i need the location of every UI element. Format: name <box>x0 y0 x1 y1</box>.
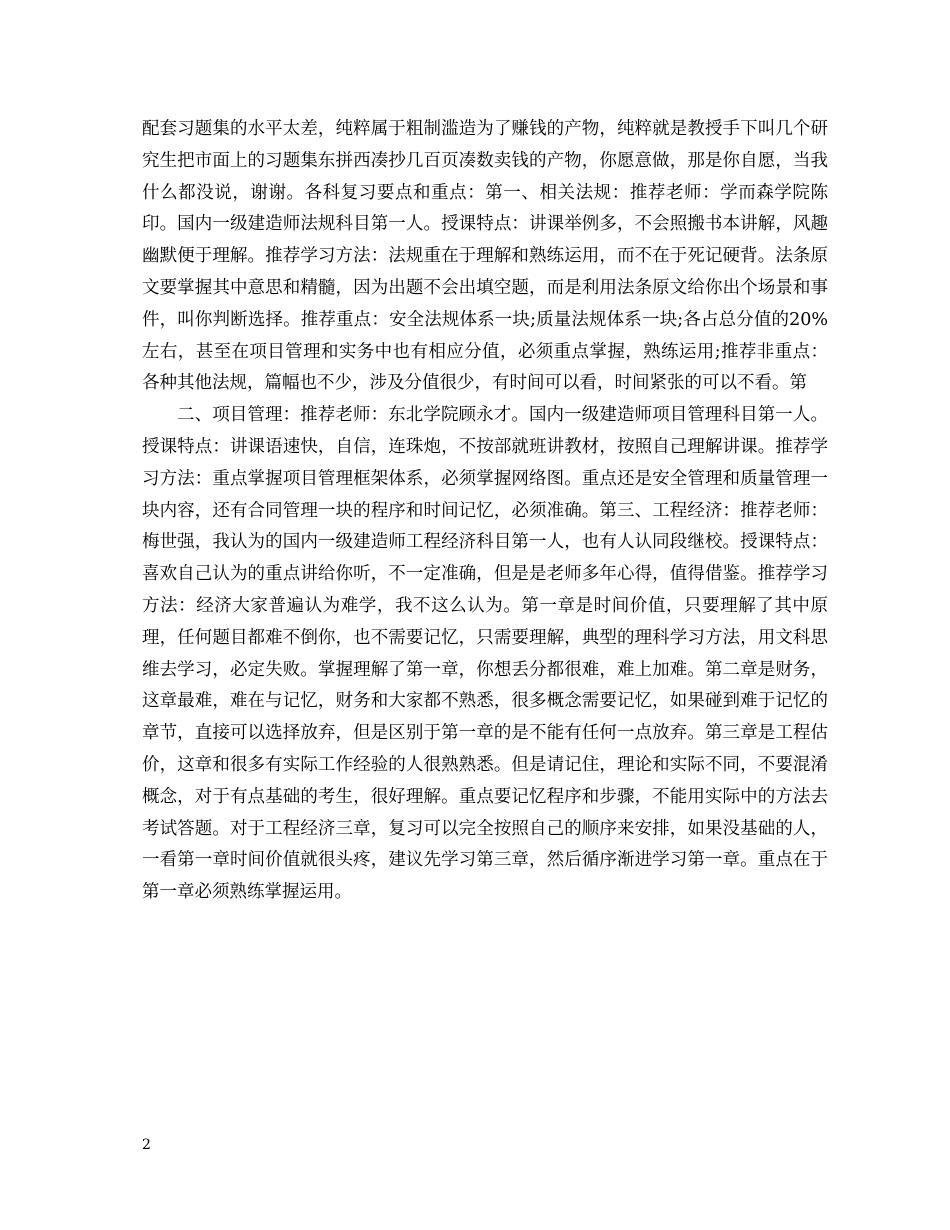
paragraph-2: 二、项目管理：推荐老师：东北学院顾永才。国内一级建造师项目管理科目第一人。授课特点：讲课语速快，自信，连珠炮，不按部就班讲教材，按照自己理解讲课。推荐学习方法：重点掌握项目管理框架体系，必须掌握网络图。重点还是安全管理和质量管理一块内容，还有合同管理一块的程序和时间记忆，必须准确。第三、工程经济：推荐老师：梅世强，我认为的国内一级建造师工程经济科目第一人，也有人认同段继校。授课特点：喜欢自己认为的重点讲给你听，不一定准确，但是是老师多年心得，值得借鉴。推荐学习方法：经济大家普遍认为难学，我不这么认为。第一章是时间价值，只要理解了其中原理，任何题目都难不倒你，也不需要记忆，只需要理解，典型的理科学习方法，用文科思维去学习，必定失败。掌握理解了第一章，你想丢分都很难，难上加难。第二章是财务，这章最难，难在与记忆，财务和大家都不熟悉，很多概念需要记忆，如果碰到难于记忆的章节，直接可以选择放弃，但是区别于第一章的是不能有任何一点放弃。第三章是工程估价，这章和很多有实际工作经验的人很熟熟悉。但是请记住，理论和实际不同，不要混淆概念，对于有点基础的考生，很好理解。重点要记忆程序和步骤，不能用实际中的方法去考试答题。对于工程经济三章，复习可以完全按照自己的顺序来安排，如果没基础的人，一看第一章时间价值就很头疼，建议先学习第三章，然后循序渐进学习第一章。重点在于第一章必须熟练掌握运用。 <box>142 405 828 903</box>
body-text <box>142 114 828 909</box>
paragraph-1: 配套习题集的水平太差，纯粹属于粗制滥造为了赚钱的产物，纯粹就是教授手下叫几个研究生把市面上的习题集东拼西凑抄几百页凑数卖钱的产物，你愿意做，那是你自愿，当我什么都没说，谢谢。各科复习要点和重点：第一、相关法规：推荐老师：学而森学院陈印。国内一级建造师法规科目第一人。授课特点：讲课举例多，不会照搬书本讲解，风趣幽默便于理解。推荐学习方法：法规重在于理解和熟练运用，而不在于死记硬背。法条原文要掌握其中意思和精髓，因为出题不会出填空题，而是利用法条原文给你出个场景和事件，叫你判断选择。推荐重点：安全法规体系一块;质量法规体系一块;各占总分值的20%左右，甚至在项目管理和实务中也有相应分值，必须重点掌握，熟练运用;推荐非重点：各种其他法规，篇幅也不少，涉及分值很少，有时间可以看，时间紧张的可以不看。第 <box>142 119 828 394</box>
page-number: 2 <box>142 1137 151 1153</box>
